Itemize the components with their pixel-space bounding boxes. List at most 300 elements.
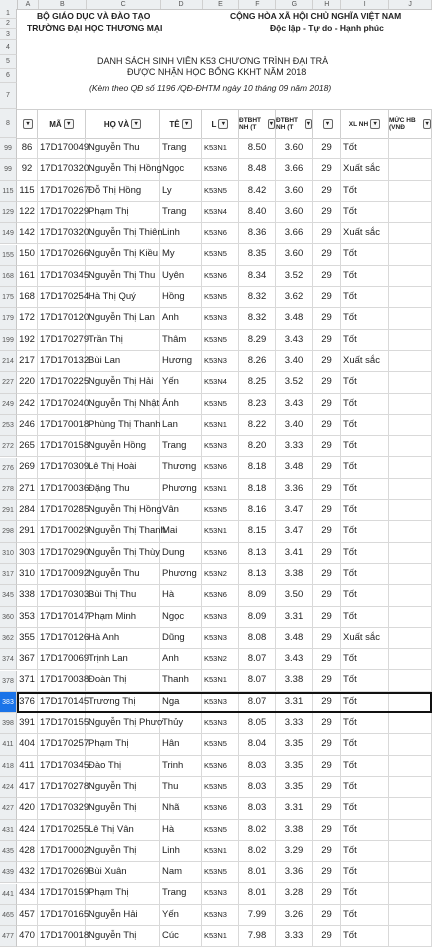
credits-cell[interactable]: 29: [313, 862, 341, 882]
table-row[interactable]: [17, 181, 432, 202]
table-row[interactable]: [17, 287, 432, 308]
rank-cell[interactable]: Xuất sắc: [341, 223, 389, 243]
scholarship-cell[interactable]: [389, 372, 432, 392]
given-name-cell[interactable]: Trang: [160, 202, 202, 222]
given-name-cell[interactable]: Phương: [160, 479, 202, 499]
stt-cell[interactable]: 353: [17, 607, 38, 627]
table-row[interactable]: [17, 394, 432, 415]
surname-cell[interactable]: Nguyễn Thu: [86, 564, 160, 584]
filter-dropdown-icon[interactable]: ▾: [23, 119, 33, 129]
gpa-cell[interactable]: 8.29: [239, 330, 276, 350]
gpa4-cell[interactable]: 3.43: [276, 330, 313, 350]
column-header-d[interactable]: D: [161, 0, 203, 9]
class-cell[interactable]: K53N6: [202, 159, 239, 179]
stt-cell[interactable]: 417: [17, 777, 38, 797]
credits-cell[interactable]: 29: [313, 457, 341, 477]
scholarship-cell[interactable]: [389, 607, 432, 627]
class-cell[interactable]: K53N5: [202, 862, 239, 882]
given-name-cell[interactable]: Ly: [160, 181, 202, 201]
gpa4-cell[interactable]: 3.50: [276, 585, 313, 605]
student-id-cell[interactable]: 17D170049: [38, 138, 86, 158]
credits-cell[interactable]: 29: [313, 905, 341, 925]
class-cell[interactable]: K53N4: [202, 372, 239, 392]
gpa4-cell[interactable]: 3.52: [276, 372, 313, 392]
stt-cell[interactable]: 432: [17, 862, 38, 882]
table-row[interactable]: [17, 756, 432, 777]
given-name-cell[interactable]: Thâm: [160, 330, 202, 350]
gpa-cell[interactable]: 8.25: [239, 372, 276, 392]
surname-cell[interactable]: Nguyễn Hồng: [86, 436, 160, 456]
student-id-cell[interactable]: 17D170120: [38, 308, 86, 328]
row-header[interactable]: 155: [0, 245, 17, 266]
row-header[interactable]: 439: [0, 862, 17, 883]
rank-cell[interactable]: Tốt: [341, 244, 389, 264]
student-id-cell[interactable]: 17D170345: [38, 266, 86, 286]
stt-cell[interactable]: 172: [17, 308, 38, 328]
credits-cell[interactable]: 29: [313, 308, 341, 328]
scholarship-cell[interactable]: [389, 415, 432, 435]
given-name-cell[interactable]: Trinh: [160, 756, 202, 776]
surname-cell[interactable]: Phạm Thị: [86, 734, 160, 754]
scholarship-cell[interactable]: [389, 202, 432, 222]
table-row[interactable]: [17, 926, 432, 947]
scholarship-cell[interactable]: [389, 585, 432, 605]
gpa-cell[interactable]: 7.99: [239, 905, 276, 925]
row-header[interactable]: 227: [0, 372, 17, 393]
table-row[interactable]: [17, 436, 432, 457]
surname-cell[interactable]: Nguyễn Thị: [86, 841, 160, 861]
student-id-cell[interactable]: 17D170269: [38, 862, 86, 882]
credits-cell[interactable]: 29: [313, 266, 341, 286]
rank-cell[interactable]: Tốt: [341, 330, 389, 350]
given-name-cell[interactable]: Nhã: [160, 798, 202, 818]
stt-cell[interactable]: 161: [17, 266, 38, 286]
class-cell[interactable]: K53N6: [202, 585, 239, 605]
filter-ten[interactable]: [160, 110, 202, 138]
class-cell[interactable]: K53N5: [202, 734, 239, 754]
rank-cell[interactable]: Tốt: [341, 777, 389, 797]
surname-cell[interactable]: Nguyễn Thị Thiên: [86, 223, 160, 243]
rank-cell[interactable]: Tốt: [341, 500, 389, 520]
table-row[interactable]: [17, 500, 432, 521]
given-name-cell[interactable]: Uyên: [160, 266, 202, 286]
gpa-cell[interactable]: 8.09: [239, 585, 276, 605]
stt-cell[interactable]: 371: [17, 670, 38, 690]
surname-cell[interactable]: Phạm Thị: [86, 202, 160, 222]
gpa-cell[interactable]: 8.08: [239, 628, 276, 648]
given-name-cell[interactable]: Nga: [160, 692, 202, 712]
gpa-cell[interactable]: 8.03: [239, 798, 276, 818]
gpa4-cell[interactable]: 3.40: [276, 415, 313, 435]
table-row[interactable]: [17, 649, 432, 670]
column-header-j[interactable]: J: [389, 0, 432, 9]
row-header[interactable]: 214: [0, 351, 17, 372]
row-header[interactable]: 465: [0, 905, 17, 926]
gpa4-cell[interactable]: 3.38: [276, 564, 313, 584]
class-cell[interactable]: K53N5: [202, 394, 239, 414]
row-header[interactable]: 427: [0, 798, 17, 819]
credits-cell[interactable]: 29: [313, 202, 341, 222]
given-name-cell[interactable]: Linh: [160, 223, 202, 243]
scholarship-cell[interactable]: [389, 159, 432, 179]
row-header[interactable]: 179: [0, 308, 17, 329]
student-id-cell[interactable]: 17D170329: [38, 798, 86, 818]
scholarship-cell[interactable]: [389, 649, 432, 669]
credits-cell[interactable]: 29: [313, 564, 341, 584]
rank-cell[interactable]: Tốt: [341, 287, 389, 307]
row-header[interactable]: 2: [0, 19, 17, 29]
class-cell[interactable]: K53N3: [202, 905, 239, 925]
gpa4-cell[interactable]: 3.60: [276, 244, 313, 264]
surname-cell[interactable]: Đặng Thu: [86, 479, 160, 499]
row-header[interactable]: 5: [0, 55, 17, 69]
given-name-cell[interactable]: Nam: [160, 862, 202, 882]
surname-cell[interactable]: Nguyễn Hải: [86, 905, 160, 925]
given-name-cell[interactable]: Phương: [160, 564, 202, 584]
stt-cell[interactable]: 303: [17, 543, 38, 563]
scholarship-cell[interactable]: [389, 138, 432, 158]
filter-dtbht-2[interactable]: [276, 110, 313, 138]
filter-muc[interactable]: [389, 110, 432, 138]
gpa4-cell[interactable]: 3.35: [276, 734, 313, 754]
gpa-cell[interactable]: 8.04: [239, 734, 276, 754]
gpa4-cell[interactable]: 3.29: [276, 841, 313, 861]
student-id-cell[interactable]: 17D170002: [38, 841, 86, 861]
class-cell[interactable]: K53N5: [202, 820, 239, 840]
credits-cell[interactable]: 29: [313, 415, 341, 435]
row-header[interactable]: 99: [0, 138, 17, 159]
student-id-cell[interactable]: 17D170320: [38, 223, 86, 243]
gpa-cell[interactable]: 8.09: [239, 607, 276, 627]
class-cell[interactable]: K53N3: [202, 351, 239, 371]
stt-cell[interactable]: 122: [17, 202, 38, 222]
rank-cell[interactable]: Tốt: [341, 394, 389, 414]
filter-dropdown-icon[interactable]: ▾: [64, 119, 74, 129]
table-row[interactable]: [17, 543, 432, 564]
scholarship-cell[interactable]: [389, 223, 432, 243]
gpa4-cell[interactable]: 3.36: [276, 479, 313, 499]
gpa4-cell[interactable]: 3.60: [276, 181, 313, 201]
rank-cell[interactable]: Tốt: [341, 266, 389, 286]
row-header[interactable]: 298: [0, 521, 17, 542]
given-name-cell[interactable]: Ngọc: [160, 607, 202, 627]
rank-cell[interactable]: Tốt: [341, 798, 389, 818]
student-id-cell[interactable]: 17D170240: [38, 394, 86, 414]
credits-cell[interactable]: 29: [313, 521, 341, 541]
scholarship-cell[interactable]: [389, 244, 432, 264]
table-row[interactable]: [17, 862, 432, 883]
given-name-cell[interactable]: Yến: [160, 372, 202, 392]
column-header-g[interactable]: G: [276, 0, 313, 9]
gpa4-cell[interactable]: 3.31: [276, 692, 313, 712]
select-all-corner[interactable]: [0, 0, 18, 9]
table-row[interactable]: [17, 883, 432, 904]
class-cell[interactable]: K53N4: [202, 202, 239, 222]
given-name-cell[interactable]: Dũng: [160, 628, 202, 648]
gpa-cell[interactable]: 8.40: [239, 202, 276, 222]
rank-cell[interactable]: Tốt: [341, 820, 389, 840]
gpa4-cell[interactable]: 3.35: [276, 777, 313, 797]
gpa-cell[interactable]: 8.32: [239, 287, 276, 307]
student-id-cell[interactable]: 17D170158: [38, 436, 86, 456]
given-name-cell[interactable]: Yến: [160, 905, 202, 925]
table-row[interactable]: [17, 585, 432, 606]
column-header-i[interactable]: I: [341, 0, 389, 9]
row-header[interactable]: 435: [0, 841, 17, 862]
class-cell[interactable]: K53N6: [202, 756, 239, 776]
scholarship-cell[interactable]: [389, 820, 432, 840]
gpa4-cell[interactable]: 3.52: [276, 266, 313, 286]
gpa-cell[interactable]: 8.26: [239, 351, 276, 371]
filter-dtbht[interactable]: [239, 110, 276, 138]
scholarship-cell[interactable]: [389, 905, 432, 925]
stt-cell[interactable]: 391: [17, 713, 38, 733]
class-cell[interactable]: K53N2: [202, 564, 239, 584]
scholarship-cell[interactable]: [389, 777, 432, 797]
stt-cell[interactable]: 242: [17, 394, 38, 414]
stt-cell[interactable]: 470: [17, 926, 38, 946]
student-id-cell[interactable]: 17D170092: [38, 564, 86, 584]
gpa-cell[interactable]: 8.15: [239, 521, 276, 541]
given-name-cell[interactable]: Hồng: [160, 287, 202, 307]
surname-cell[interactable]: Trương Thị: [86, 692, 160, 712]
surname-cell[interactable]: Phạm Thị: [86, 883, 160, 903]
stt-cell[interactable]: 168: [17, 287, 38, 307]
credits-cell[interactable]: 29: [313, 777, 341, 797]
table-row[interactable]: [17, 564, 432, 585]
surname-cell[interactable]: Nguyễn Thị Kiều: [86, 244, 160, 264]
scholarship-cell[interactable]: [389, 564, 432, 584]
filter-ma[interactable]: [38, 110, 86, 138]
scholarship-cell[interactable]: [389, 181, 432, 201]
table-row[interactable]: [17, 820, 432, 841]
stt-cell[interactable]: 217: [17, 351, 38, 371]
credits-cell[interactable]: 29: [313, 798, 341, 818]
filter-dropdown-icon[interactable]: ▾: [218, 119, 228, 129]
surname-cell[interactable]: Nguyễn Thị: [86, 798, 160, 818]
gpa4-cell[interactable]: 3.33: [276, 926, 313, 946]
class-cell[interactable]: K53N3: [202, 308, 239, 328]
student-id-cell[interactable]: 17D170018: [38, 415, 86, 435]
credits-cell[interactable]: 29: [313, 223, 341, 243]
gpa-cell[interactable]: 8.18: [239, 479, 276, 499]
table-row[interactable]: [17, 479, 432, 500]
surname-cell[interactable]: Trịnh Lan: [86, 649, 160, 669]
row-header[interactable]: 378: [0, 671, 17, 692]
gpa-cell[interactable]: 8.16: [239, 500, 276, 520]
given-name-cell[interactable]: Anh: [160, 649, 202, 669]
credits-cell[interactable]: 29: [313, 628, 341, 648]
row-header[interactable]: 345: [0, 585, 17, 606]
gpa-cell[interactable]: 8.02: [239, 820, 276, 840]
table-row[interactable]: [17, 351, 432, 372]
scholarship-cell[interactable]: [389, 394, 432, 414]
rank-cell[interactable]: Tốt: [341, 181, 389, 201]
scholarship-cell[interactable]: [389, 798, 432, 818]
table-row[interactable]: [17, 202, 432, 223]
rank-cell[interactable]: Tốt: [341, 607, 389, 627]
gpa-cell[interactable]: 8.07: [239, 670, 276, 690]
surname-cell[interactable]: Bùi Thị Thu: [86, 585, 160, 605]
row-header[interactable]: 6: [0, 69, 17, 83]
stt-cell[interactable]: 404: [17, 734, 38, 754]
surname-cell[interactable]: Bùi Lan: [86, 351, 160, 371]
surname-cell[interactable]: Hà Thị Quý: [86, 287, 160, 307]
stt-cell[interactable]: 284: [17, 500, 38, 520]
credits-cell[interactable]: 29: [313, 436, 341, 456]
scholarship-cell[interactable]: [389, 670, 432, 690]
student-id-cell[interactable]: 17D170038: [38, 670, 86, 690]
student-id-cell[interactable]: 17D170036: [38, 479, 86, 499]
rank-cell[interactable]: Tốt: [341, 138, 389, 158]
row-header[interactable]: 278: [0, 479, 17, 500]
column-header-c[interactable]: C: [87, 0, 161, 9]
filter-dropdown-icon[interactable]: ▾: [423, 119, 431, 129]
column-header-a[interactable]: A: [18, 0, 39, 9]
row-header[interactable]: 4: [0, 40, 17, 55]
class-cell[interactable]: K53N5: [202, 777, 239, 797]
surname-cell[interactable]: Lê Thị Hoài: [86, 457, 160, 477]
scholarship-cell[interactable]: [389, 543, 432, 563]
class-cell[interactable]: K53N5: [202, 181, 239, 201]
row-header[interactable]: 441: [0, 884, 17, 905]
row-header[interactable]: 8: [0, 109, 17, 138]
stt-cell[interactable]: 291: [17, 521, 38, 541]
row-header[interactable]: 99: [0, 159, 17, 180]
credits-cell[interactable]: 29: [313, 670, 341, 690]
table-row[interactable]: [17, 159, 432, 180]
rank-cell[interactable]: Tốt: [341, 585, 389, 605]
student-id-cell[interactable]: 17D170278: [38, 777, 86, 797]
student-id-cell[interactable]: 17D170147: [38, 607, 86, 627]
rank-cell[interactable]: Tốt: [341, 905, 389, 925]
row-header[interactable]: 276: [0, 458, 17, 479]
row-header[interactable]: 1: [0, 9, 17, 19]
scholarship-cell[interactable]: [389, 926, 432, 946]
table-row[interactable]: [17, 457, 432, 478]
gpa4-cell[interactable]: 3.41: [276, 543, 313, 563]
student-id-cell[interactable]: 17D170279: [38, 330, 86, 350]
student-id-cell[interactable]: 17D170145: [38, 692, 86, 712]
given-name-cell[interactable]: Trang: [160, 883, 202, 903]
gpa-cell[interactable]: 8.01: [239, 862, 276, 882]
gpa-cell[interactable]: 8.07: [239, 649, 276, 669]
rank-cell[interactable]: Tốt: [341, 436, 389, 456]
table-row[interactable]: [17, 734, 432, 755]
row-header[interactable]: 362: [0, 628, 17, 649]
row-header[interactable]: 374: [0, 649, 17, 670]
gpa4-cell[interactable]: 3.36: [276, 862, 313, 882]
gpa-cell[interactable]: 8.34: [239, 266, 276, 286]
table-row[interactable]: [17, 244, 432, 265]
rank-cell[interactable]: Tốt: [341, 372, 389, 392]
scholarship-cell[interactable]: [389, 479, 432, 499]
row-header[interactable]: 360: [0, 607, 17, 628]
table-row[interactable]: [17, 330, 432, 351]
gpa4-cell[interactable]: 3.33: [276, 436, 313, 456]
credits-cell[interactable]: 29: [313, 713, 341, 733]
gpa4-cell[interactable]: 3.31: [276, 798, 313, 818]
surname-cell[interactable]: Phùng Thị Thanh: [86, 415, 160, 435]
gpa4-cell[interactable]: 3.60: [276, 138, 313, 158]
class-cell[interactable]: K53N6: [202, 266, 239, 286]
table-row[interactable]: [17, 777, 432, 798]
column-header-f[interactable]: F: [239, 0, 276, 9]
gpa4-cell[interactable]: 3.43: [276, 394, 313, 414]
filter-dropdown-icon[interactable]: ▾: [131, 119, 141, 129]
table-row[interactable]: [17, 607, 432, 628]
surname-cell[interactable]: Đào Thị: [86, 756, 160, 776]
scholarship-cell[interactable]: [389, 266, 432, 286]
student-id-cell[interactable]: 17D170285: [38, 500, 86, 520]
rank-cell[interactable]: Tốt: [341, 308, 389, 328]
filter-lop[interactable]: [202, 110, 239, 138]
scholarship-cell[interactable]: [389, 330, 432, 350]
class-cell[interactable]: K53N1: [202, 138, 239, 158]
row-header[interactable]: 199: [0, 330, 17, 351]
class-cell[interactable]: K53N2: [202, 649, 239, 669]
class-cell[interactable]: K53N6: [202, 457, 239, 477]
row-header[interactable]: 383: [0, 692, 17, 713]
given-name-cell[interactable]: Dung: [160, 543, 202, 563]
student-id-cell[interactable]: 17D170126: [38, 628, 86, 648]
student-id-cell[interactable]: 17D170225: [38, 372, 86, 392]
surname-cell[interactable]: Nguyễn Thị Thu: [86, 266, 160, 286]
row-header[interactable]: 317: [0, 564, 17, 585]
rank-cell[interactable]: Tốt: [341, 543, 389, 563]
column-header-b[interactable]: B: [39, 0, 87, 9]
table-row[interactable]: [17, 266, 432, 287]
gpa4-cell[interactable]: 3.35: [276, 756, 313, 776]
table-row[interactable]: [17, 905, 432, 926]
table-row[interactable]: [17, 841, 432, 862]
surname-cell[interactable]: Lê Thị Vân: [86, 820, 160, 840]
given-name-cell[interactable]: Trang: [160, 138, 202, 158]
filter-xl[interactable]: [341, 110, 389, 138]
class-cell[interactable]: K53N6: [202, 543, 239, 563]
gpa4-cell[interactable]: 3.48: [276, 457, 313, 477]
gpa-cell[interactable]: 8.23: [239, 394, 276, 414]
gpa-cell[interactable]: 8.32: [239, 308, 276, 328]
table-row[interactable]: [17, 372, 432, 393]
gpa-cell[interactable]: 8.13: [239, 564, 276, 584]
table-row[interactable]: [17, 415, 432, 436]
student-id-cell[interactable]: 17D170155: [38, 713, 86, 733]
student-id-cell[interactable]: 17D170159: [38, 883, 86, 903]
class-cell[interactable]: K53N6: [202, 223, 239, 243]
stt-cell[interactable]: 428: [17, 841, 38, 861]
stt-cell[interactable]: 367: [17, 649, 38, 669]
gpa-cell[interactable]: 8.22: [239, 415, 276, 435]
column-header-e[interactable]: E: [203, 0, 240, 9]
gpa4-cell[interactable]: 3.38: [276, 820, 313, 840]
given-name-cell[interactable]: Trang: [160, 436, 202, 456]
scholarship-cell[interactable]: [389, 436, 432, 456]
gpa-cell[interactable]: 8.03: [239, 756, 276, 776]
rank-cell[interactable]: Tốt: [341, 521, 389, 541]
given-name-cell[interactable]: Thủy: [160, 713, 202, 733]
row-header[interactable]: 424: [0, 777, 17, 798]
credits-cell[interactable]: 29: [313, 820, 341, 840]
row-header[interactable]: 7: [0, 83, 17, 109]
surname-cell[interactable]: Nguyễn Thị Hồng: [86, 159, 160, 179]
stt-cell[interactable]: 376: [17, 692, 38, 712]
gpa4-cell[interactable]: 3.47: [276, 521, 313, 541]
credits-cell[interactable]: 29: [313, 372, 341, 392]
stt-cell[interactable]: 424: [17, 820, 38, 840]
rank-cell[interactable]: Tốt: [341, 202, 389, 222]
filter-dropdown-icon[interactable]: ▾: [268, 119, 275, 129]
